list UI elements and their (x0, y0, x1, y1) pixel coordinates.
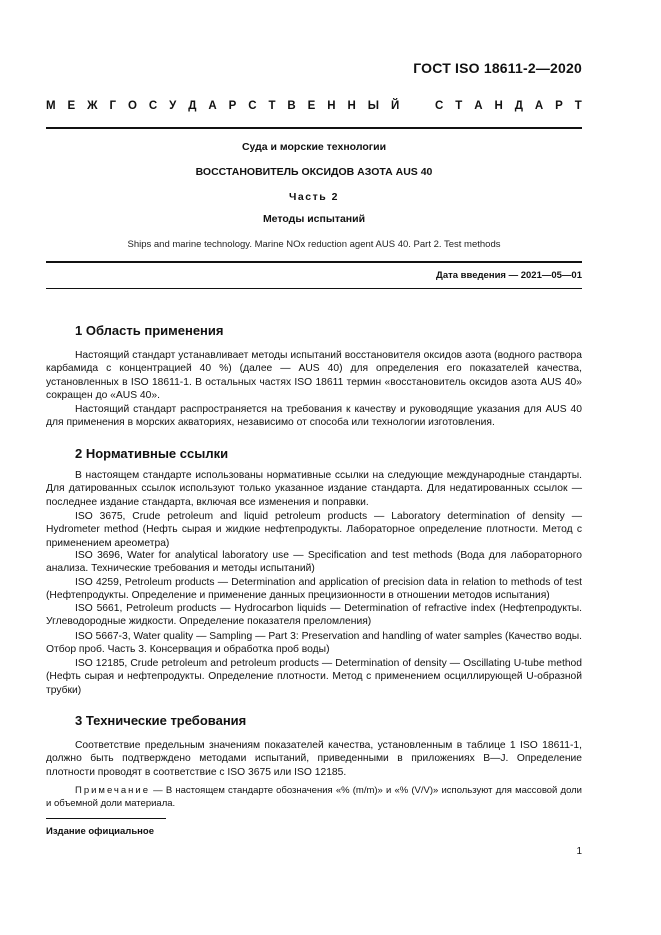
section-3-paragraph: Соответствие предельным значениям показателей качества, установленным в таблице 1 ISO 18611-1, должно быть подтверждено методами испытаний, приведенными в приложениях В—J. Определение плотности проводят в соответствие с ISO 3675 или ISO 12185. (46, 740, 582, 778)
banner-letter: Т (574, 100, 582, 112)
banner-letter: Д (188, 100, 197, 112)
page-number: 1 (576, 846, 582, 857)
normative-reference: ISO 4259, Petroleum products — Determination and application of precision data in relation to methods of test (Нефтепродукты. Определение и применение данных прецизионности в отношении методов испытания) (46, 577, 582, 602)
banner-letter: А (208, 100, 217, 112)
banner-letter: А (474, 100, 483, 112)
banner-letter: Н (347, 100, 356, 112)
banner-letter: О (127, 100, 137, 112)
gost-code: ГОСТ ISO 18611-2—2020 (413, 60, 582, 76)
banner-letter: С (148, 100, 158, 112)
banner-letter: А (534, 100, 544, 112)
section-2-heading: 2 Нормативные ссылки (75, 446, 229, 461)
interstate-standard-banner (46, 100, 582, 112)
banner-letter: У (169, 100, 177, 112)
section-3-note (46, 784, 582, 810)
introduction-date: Дата введения — 2021—05—01 (436, 270, 582, 281)
footer-rule (46, 818, 166, 819)
normative-reference: ISO 3696, Water for analytical laboratory use — Specification and test methods (Вода для лабораторного анализа. Технические требования и методы испытаний) (46, 550, 582, 575)
note-label: Примечание (75, 785, 150, 796)
section-3-heading: 3 Технические требования (75, 713, 247, 728)
date-rule (46, 288, 582, 289)
normative-reference: ISO 5661, Petroleum products — Hydrocarbon liquids — Determination of refractive index (Нефтепродукты. Углеводородные жидкости. Определение показателя преломления) (46, 603, 582, 628)
banner-letter: Р (555, 100, 563, 112)
banner-letter: Н (327, 100, 336, 112)
normative-reference: ISO 12185, Crude petroleum and petroleum products — Determination of density — Oscillating U-tube method (Нефть сырая и нефтепродукты. Определение плотности. Метод с применением осциллирующей U-образной трубки) (46, 658, 582, 696)
english-title: Ships and marine technology. Marine NOx reduction agent AUS 40. Part 2. Test methods (127, 239, 501, 250)
header-rule (46, 127, 582, 129)
banner-letter: Е (307, 100, 316, 112)
banner-letter: Н (494, 100, 503, 112)
banner-letter: С (435, 100, 444, 112)
banner-letter: Ы (367, 100, 380, 112)
title-rule (46, 261, 582, 263)
subject-title: Суда и морские технологии (241, 141, 387, 153)
section-1-heading: 1 Область применения (75, 323, 224, 338)
note-text: — В настоящем стандарте обозначения «% (m/m)» и «% (V/V)» используют для массовой доли и объемной доли материала. (46, 785, 582, 809)
official-edition-label: Издание официальное (46, 826, 154, 837)
normative-reference: ISO 3675, Crude petroleum and liquid petroleum products — Laboratory determination of density — Hydrometer method (Нефть сырая и жидкие нефтепродукты. Лабораторное определение плотности. Метод с применением ареометра) (46, 511, 582, 549)
section-1-paragraph: Настоящий стандарт распространяется на требования к качеству и руководящие указания для AUS 40 для применения в морских акваториях, независимо от способа или технологии изготовления. (46, 404, 582, 429)
section-1-paragraph: Настоящий стандарт устанавливает методы испытаний восстановителя оксидов азота (водного раствора карбамида с концентрацией 40 %) (далее — AUS 40) для определения его показателей качества, установленных в ISO 18611-1. В остальных частях ISO 18611 термин «восстановитель оксидов азота AUS 40» сокращен до «AUS 40». (46, 350, 582, 401)
banner-letter: Т (455, 100, 463, 112)
banner-letter: В (287, 100, 296, 112)
normative-reference: ISO 5667-3, Water quality — Sampling — Part 3: Preservation and handling of water samples (Качество воды. Отбор проб. Часть 3. Консервация и обработка проб воды) (46, 631, 582, 656)
banner-letter: С (248, 100, 257, 112)
banner-letter: Д (514, 100, 523, 112)
banner-letter: Ж (87, 100, 98, 112)
part-title: Методы испытаний (262, 213, 366, 225)
banner-letter: Й (390, 100, 400, 112)
part-number: Часть 2 (289, 191, 339, 203)
banner-letter: Г (109, 100, 117, 112)
banner-letter: Р (228, 100, 237, 112)
banner-letter: М (46, 100, 56, 112)
banner-letter: Е (67, 100, 76, 112)
document-title: ВОССТАНОВИТЕЛЬ ОКСИДОВ АЗОТА AUS 40 (195, 166, 433, 178)
banner-letter: Т (268, 100, 276, 112)
section-2-paragraph: В настоящем стандарте использованы нормативные ссылки на следующие международные стандарты. Для датированных ссылок используют только указанное издание стандарта. Для недатированных ссылок — последнее издание стандарта, включая все изменения и поправки. (46, 470, 582, 508)
